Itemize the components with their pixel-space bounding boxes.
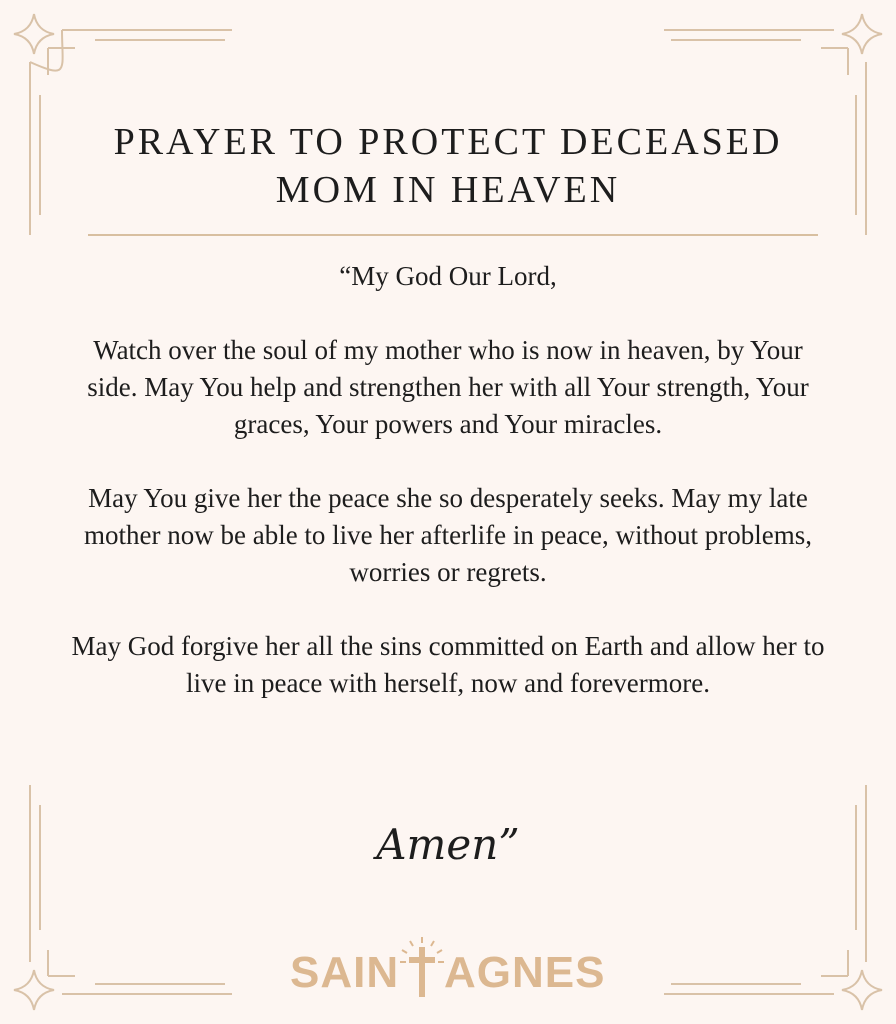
- title-divider: [88, 234, 818, 236]
- prayer-body: [70, 258, 826, 702]
- salutation: “My God Our Lord,: [339, 261, 557, 291]
- saint-agnes-logo: [290, 935, 620, 1005]
- prayer-title: [60, 118, 836, 214]
- prayer-paragraph: May You give her the peace she so desperately seeks. May my late mother now be able to live her afterlife in peace, without problems, worries or regrets.: [84, 483, 812, 587]
- cross-sunburst-icon: [398, 935, 446, 1001]
- title-line-1: PRAYER TO PROTECT DECEASED: [113, 121, 783, 163]
- title-line-2: MOM IN HEAVEN: [275, 169, 621, 211]
- prayer-paragraph: May God forgive her all the sins committed on Earth and allow her to live in peace with herself, now and forevermore.: [71, 631, 825, 698]
- logo-text-left: SAIN: [290, 948, 400, 997]
- closing-amen: Amen”: [376, 820, 520, 869]
- logo-text-right: AGNES: [444, 948, 606, 997]
- prayer-paragraph: Watch over the soul of my mother who is now in heaven, by Your side. May You help and strengthen her with all Your strength, Your graces, Your powers and Your miracles.: [87, 335, 809, 439]
